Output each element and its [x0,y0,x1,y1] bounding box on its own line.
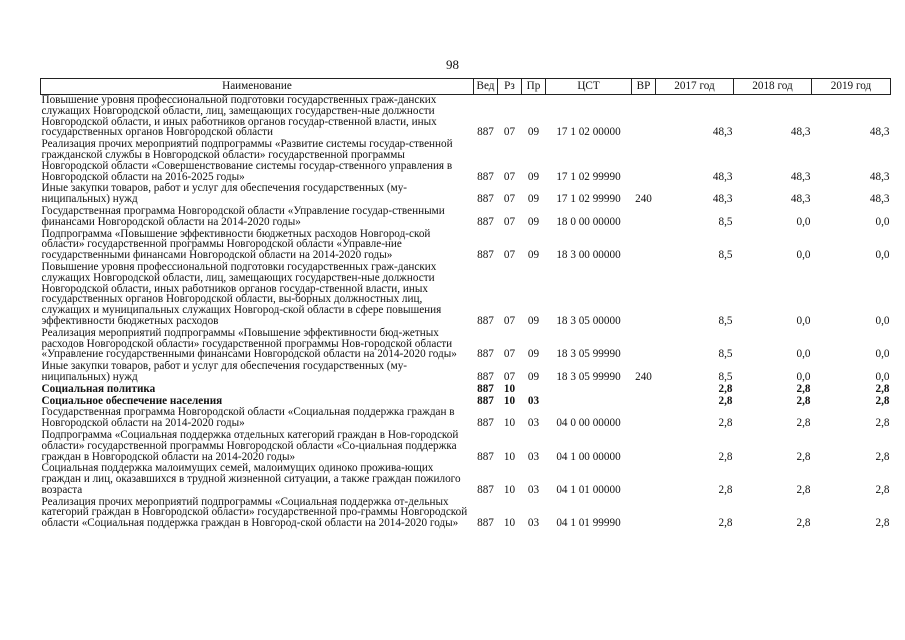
row-vr [632,229,656,262]
row-amount-2017: 48,3 [712,126,733,139]
row-cst: 18 0 00 00000 [556,215,621,228]
table-body [41,95,891,531]
row-ved: 887 [477,370,494,383]
row-vr [632,463,656,496]
row-rz: 07 [503,193,516,206]
row-cst [546,384,632,396]
table-row [41,407,891,430]
row-cst: 18 3 05 99990 [556,348,621,361]
row-pr: 09 [527,126,540,139]
table-row [41,183,891,206]
row-ved: 887 [477,193,494,206]
row-cst: 04 1 00 00000 [556,450,621,463]
row-ved: 887 [477,417,494,430]
row-name: Подпрограмма «Повышение эффективности бюджетных расходов Новгород-ской области» государственной программы Новгородской области «Управле-ние государственными финансами Новгородской области на 2014-2020 годы» [41,227,431,262]
row-name: Реализация мероприятий подпрограммы «Повышение эффективности бюд-жетных расходов Новгородской области» государственной программы Нов-городской области «Управление государственными финансами Новгородской области на 2014-2020 годы» [41,326,457,361]
row-rz: 10 [503,417,516,430]
row-name: Реализация прочих мероприятий подпрограммы «Социальная поддержка от-дельных категорий граждан в Новгородской области» государственной про-граммы Новгородской области «Социальная поддержка граждан в Новгород-ской области на 2014-2020 годы» [41,495,468,530]
table-row [41,361,891,384]
row-ved: 887 [477,249,494,262]
row-rz: 10 [503,382,516,395]
row-amount-2017: 2,8 [718,382,733,395]
row-cst: 18 3 00 00000 [556,249,621,262]
row-name: Повышение уровня профессиональной подготовки государственных граж-данских служащих Новгородской области, лиц, замещающих государствен-ные должности Новгородской области, иных работников органов государ-ственной власти, иных государственных органов Новгородской области, вы-борных должностных лиц, служащих и муниципальных служащих Новгород-ской области в сфере повышения эффективности бюджетных расходов [41,260,442,327]
row-rz: 07 [503,249,516,262]
row-vr [632,497,656,530]
row-name: Социальная поддержка малоимущих семей, малоимущих одиноко прожива-ющих граждан и лиц, оказавшихся в трудной жизненной ситуации, а также граждан пожилого возраста [41,462,461,496]
row-rz: 10 [503,394,516,407]
row-amount-2018: 2,8 [796,394,811,407]
row-cst: 17 1 02 99990 [556,193,621,206]
row-ved: 887 [477,483,494,496]
row-cst [546,396,632,408]
row-vr [632,430,656,463]
row-amount-2019: 48,3 [869,126,890,139]
row-cst: 18 3 05 00000 [556,314,621,327]
row-pr: 09 [527,170,540,183]
header-2018: 2018 год [734,79,812,95]
row-pr: 03 [527,517,540,530]
row-amount-2019: 0,0 [875,314,890,327]
row-pr [522,384,546,396]
row-ved: 887 [477,517,494,530]
row-amount-2019: 0,0 [875,348,890,361]
row-amount-2019: 2,8 [875,417,890,430]
row-pr: 03 [527,450,540,463]
row-amount-2019: 2,8 [875,394,890,407]
row-amount-2017: 2,8 [718,450,733,463]
table-row [41,463,891,496]
row-pr: 09 [527,193,540,206]
row-vr: 240 [635,193,652,206]
row-amount-2019: 2,8 [875,450,890,463]
row-name: Подпрограмма «Социальная поддержка отдельных категорий граждан в Нов-городской области» государственной программы Новгородской области «Со-циальная поддержка граждан в Новгородской области на 2014-2020 годы» [41,428,459,463]
table-row [41,384,891,396]
row-amount-2017: 8,5 [718,370,733,383]
page-number: 98 [446,57,459,72]
row-pr: 09 [527,370,540,383]
row-amount-2018: 2,8 [796,483,811,496]
header-pr: Пр [522,79,546,95]
row-amount-2018: 2,8 [796,517,811,530]
row-amount-2018: 0,0 [796,249,811,262]
table-row [41,328,891,361]
header-name: Наименование [41,79,474,95]
row-rz: 07 [503,170,516,183]
row-ved: 887 [477,215,494,228]
header-2019: 2019 год [812,79,891,95]
row-amount-2018: 0,0 [796,314,811,327]
table-row [41,229,891,262]
row-cst: 17 1 02 99990 [556,170,621,183]
row-rz: 07 [503,348,516,361]
row-name: Государственная программа Новгородской области «Социальная поддержка граждан в Новгородской области на 2014-2020 годы» [41,406,455,430]
row-amount-2017: 2,8 [718,483,733,496]
table-row [41,95,891,140]
row-rz: 10 [503,450,516,463]
row-ved: 887 [477,126,494,139]
row-amount-2017: 2,8 [718,517,733,530]
row-amount-2019: 48,3 [869,170,890,183]
row-amount-2019: 2,8 [875,517,890,530]
row-cst: 04 1 01 99990 [556,517,621,530]
row-pr: 03 [527,483,540,496]
row-amount-2017: 48,3 [712,170,733,183]
row-amount-2017: 48,3 [712,193,733,206]
row-vr [632,328,656,361]
row-amount-2017: 8,5 [718,215,733,228]
row-ved: 887 [477,348,494,361]
row-vr [632,262,656,328]
row-amount-2019: 0,0 [875,370,890,383]
row-rz: 07 [503,126,516,139]
row-vr [632,139,656,183]
row-amount-2017: 8,5 [718,249,733,262]
table-header [41,79,891,95]
row-cst: 18 3 05 99990 [556,370,621,383]
row-ved: 887 [477,314,494,327]
row-pr: 09 [527,215,540,228]
row-vr [632,407,656,430]
row-vr [632,206,656,229]
row-amount-2019: 48,3 [869,193,890,206]
row-amount-2017: 2,8 [718,417,733,430]
row-amount-2019: 2,8 [875,382,890,395]
row-amount-2018: 48,3 [790,126,811,139]
row-name: Иные закупки товаров, работ и услуг для обеспечения государственных (му-ниципальных) нужд [41,182,408,206]
row-vr [632,95,656,140]
row-amount-2019: 0,0 [875,249,890,262]
row-amount-2019: 2,8 [875,483,890,496]
budget-table [40,78,891,530]
row-cst: 04 1 01 00000 [556,483,621,496]
row-rz: 10 [503,517,516,530]
row-pr: 09 [527,314,540,327]
table-row [41,262,891,328]
row-pr: 03 [527,417,540,430]
table-row [41,497,891,530]
header-2017: 2017 год [656,79,734,95]
row-rz: 07 [503,370,516,383]
row-amount-2017: 8,5 [718,314,733,327]
row-rz: 10 [503,483,516,496]
row-cst: 04 0 00 00000 [556,417,621,430]
row-name: Социальная политика [41,382,156,395]
row-amount-2018: 48,3 [790,170,811,183]
row-name: Государственная программа Новгородской области «Управление государ-ственными финансами Новгородской области на 2014-2020 годы» [41,204,445,228]
row-amount-2019: 0,0 [875,215,890,228]
row-ved: 887 [477,450,494,463]
row-vr: 240 [635,370,652,383]
header-vr: ВР [632,79,656,95]
row-pr: 09 [527,348,540,361]
row-ved: 887 [477,170,494,183]
row-ved: 887 [477,394,494,407]
row-amount-2018: 0,0 [796,370,811,383]
row-amount-2018: 0,0 [796,215,811,228]
header-rz: Рз [498,79,522,95]
header-cst: ЦСТ [546,79,632,95]
row-rz: 07 [503,215,516,228]
row-amount-2018: 0,0 [796,348,811,361]
table-row [41,206,891,229]
row-amount-2018: 48,3 [790,193,811,206]
row-ved: 887 [477,382,494,395]
table-row [41,430,891,463]
row-amount-2018: 2,8 [796,382,811,395]
row-rz: 07 [503,314,516,327]
row-name: Повышение уровня профессиональной подготовки государственных граж-данских служащих Новгородской области, лиц, замещающих государствен-ные должности Новгородской области, и иных работников органов государ-ственной власти, иных государственных органов Новгородской области [41,94,437,139]
row-amount-2018: 2,8 [796,417,811,430]
row-cst: 17 1 02 00000 [556,126,621,139]
row-amount-2018: 2,8 [796,450,811,463]
row-name: Социальное обеспечение населения [41,394,223,407]
row-amount-2017: 2,8 [718,394,733,407]
row-pr: 03 [527,394,540,407]
row-vr [632,396,656,408]
row-name: Реализация прочих мероприятий подпрограммы «Развитие системы государ-ственной гражданской службы в Новгородской области» государственной программы Новгородской области «Совершенствование системы государ-ственного управления в Новгородской области на 2016-2025 годы» [41,138,453,183]
row-amount-2017: 8,5 [718,348,733,361]
table-row [41,139,891,183]
row-pr: 09 [527,249,540,262]
row-vr [632,384,656,396]
header-ved: Вед [474,79,498,95]
row-name: Иные закупки товаров, работ и услуг для обеспечения государственных (му-ниципальных) нужд [41,360,408,383]
